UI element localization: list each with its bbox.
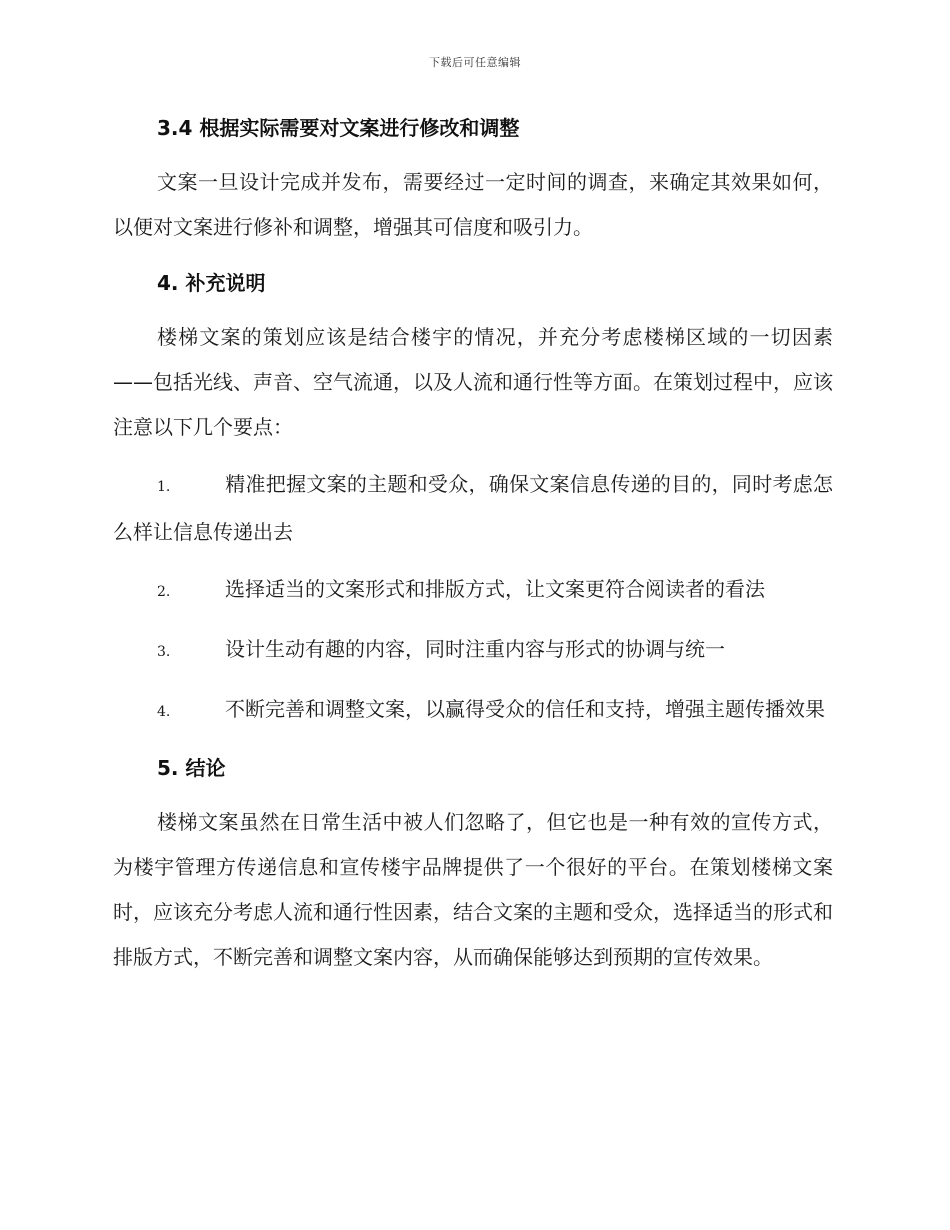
section-3-4-paragraph: 文案一旦设计完成并发布，需要经过一定时间的调查，来确定其效果如何，以便对文案进行修补和调整，增强其可信度和吸引力。 [113, 170, 833, 239]
page-content [113, 108, 833, 980]
section-5-paragraph: 楼梯文案虽然在日常生活中被人们忽略了，但它也是一种有效的宣传方式，为楼宇管理方传递信息和宣传楼宇品牌提供了一个很好的平台。在策划楼梯文案时，应该充分考虑人流和通行性因素，结合文案的主题和受众，选择适当的形式和排版方式，不断完善和调整文案内容，从而确保能够达到预期的宣传效果。 [113, 810, 833, 969]
section-4-paragraph: 楼梯文案的策划应该是结合楼宇的情况，并充分考虑楼梯区域的一切因素——包括光线、声音、空气流通，以及人流和通行性等方面。在策划过程中，应该注意以下几个要点： [113, 325, 833, 439]
list-item-number: 2. [157, 584, 171, 600]
list-item-number: 3. [157, 644, 171, 660]
list-item-number: 1. [157, 479, 171, 495]
list-item-number: 4. [157, 704, 171, 720]
list-item-2 [113, 567, 833, 615]
list-item-text: 精准把握文案的主题和受众，确保文案信息传递的目的，同时考虑怎么样让信息传递出去 [113, 472, 833, 544]
section-4-heading: 4. 补充说明 [157, 271, 266, 295]
list-item-text: 设计生动有趣的内容，同时注重内容与形式的协调与统一 [225, 637, 725, 661]
list-item-1 [113, 462, 833, 555]
list-item-3 [113, 627, 833, 675]
list-item-4 [113, 687, 833, 735]
list-item-text: 不断完善和调整文案，以赢得受众的信任和支持，增强主题传播效果 [225, 697, 825, 721]
list-item-text: 选择适当的文案形式和排版方式，让文案更符合阅读者的看法 [225, 577, 765, 601]
section-5-heading: 5. 结论 [157, 756, 226, 780]
section-3-4-heading: 3.4 根据实际需要对文案进行修改和调整 [157, 116, 520, 140]
page-header: 下载后可任意编辑 [429, 56, 521, 69]
